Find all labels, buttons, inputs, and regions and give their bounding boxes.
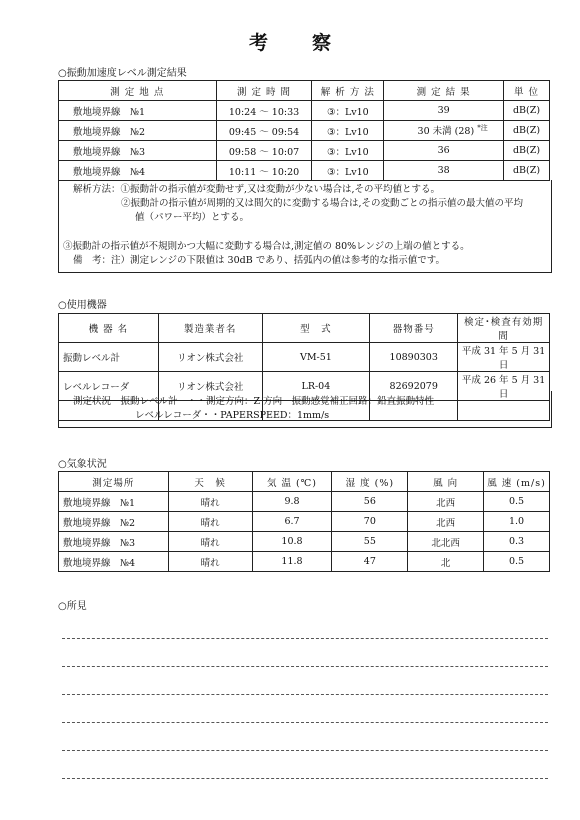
maker-cell: リオン株式会社: [158, 372, 262, 401]
result-value: 39: [437, 105, 450, 116]
result-cell: [384, 161, 504, 181]
maker-cell: リオン株式会社: [158, 343, 262, 372]
vibration-heading: ○振動加速度レベル測定結果: [58, 68, 187, 79]
result-note: *注: [477, 124, 488, 133]
col-valid: 検定･検査有効期間: [458, 314, 550, 343]
time-cell: 10:11 ～ 10:20: [216, 161, 312, 181]
vibration-header-row: [59, 81, 550, 101]
ruled-line: [62, 638, 548, 639]
col-maker: 製造業者名: [158, 314, 262, 343]
ruled-line: [62, 750, 548, 751]
valid-cell: 平成 31 年 5 月 31 日: [458, 343, 550, 372]
equipment-header-row: [59, 314, 550, 343]
page-title: [0, 28, 580, 55]
ruled-line: [62, 778, 548, 779]
time-cell: 10:24 ～ 10:33: [216, 101, 312, 121]
table-row: [59, 121, 550, 141]
dir-cell: 北: [408, 552, 484, 572]
name-cell: レベルレコーダ: [59, 372, 159, 401]
table-row: [59, 552, 550, 572]
model-cell: LR-04: [262, 372, 370, 401]
place-cell: 敷地境界線 №1: [59, 492, 169, 512]
location-cell: 敷地境界線 №4: [59, 161, 217, 181]
weather-table: [58, 471, 550, 572]
humidity-cell: 47: [332, 552, 408, 572]
temp-cell: 6.7: [252, 512, 332, 532]
table-row: [59, 512, 550, 532]
table-row: [59, 532, 550, 552]
valid-cell: 平成 26 年 5 月 31 日: [458, 372, 550, 401]
weather-cell: 晴れ: [168, 552, 252, 572]
vibration-notes: [58, 180, 552, 273]
ruled-line: [62, 722, 548, 723]
speed-cell: 1.0: [484, 512, 550, 532]
table-row: [59, 101, 550, 121]
col-weather: 天 候: [168, 472, 252, 492]
note-line: ②振動計の指示値が周期的又は間欠的に変動する場合は,その変動ごとの指示値の最大値の平均: [121, 198, 524, 209]
vibration-table: [58, 80, 550, 181]
weather-header-row: [59, 472, 550, 492]
speed-cell: 0.5: [484, 492, 550, 512]
method-cell: ③：Lv10: [312, 121, 384, 141]
ruled-line: [62, 694, 548, 695]
col-speed: 風 速 (m/s): [484, 472, 550, 492]
humidity-cell: 55: [332, 532, 408, 552]
weather-cell: 晴れ: [168, 532, 252, 552]
title-char-1: 考: [248, 32, 268, 54]
result-value: 38: [437, 165, 450, 176]
col-name: 機 器 名: [59, 314, 159, 343]
col-humidity: 湿 度 (%): [332, 472, 408, 492]
location-cell: 敷地境界線 №3: [59, 141, 217, 161]
dir-cell: 北西: [408, 512, 484, 532]
method-cell: ③：Lv10: [312, 161, 384, 181]
humidity-cell: 56: [332, 492, 408, 512]
unit-cell: dB(Z): [504, 141, 550, 161]
col-temp: 気 温 (℃): [252, 472, 332, 492]
unit-cell: dB(Z): [504, 161, 550, 181]
location-cell: 敷地境界線 №2: [59, 121, 217, 141]
weather-cell: 晴れ: [168, 512, 252, 532]
place-cell: 敷地境界線 №3: [59, 532, 169, 552]
table-row: [59, 161, 550, 181]
place-cell: 敷地境界線 №4: [59, 552, 169, 572]
place-cell: 敷地境界線 №2: [59, 512, 169, 532]
serial-cell: 82692079: [370, 372, 458, 401]
status-line: 測定状況 振動レベル計 ・・測定方向：Z 方向 振動感覚補正回路：鉛直振動特性: [73, 396, 435, 407]
col-model: 型 式: [262, 314, 370, 343]
equipment-status: [58, 391, 552, 428]
time-cell: 09:58 ～ 10:07: [216, 141, 312, 161]
col-unit: 単 位: [504, 81, 550, 101]
title-char-2: 察: [312, 32, 332, 54]
time-cell: 09:45 ～ 09:54: [216, 121, 312, 141]
col-serial: 器物番号: [370, 314, 458, 343]
unit-cell: dB(Z): [504, 121, 550, 141]
location-cell: 敷地境界線 №1: [59, 101, 217, 121]
col-result: 測 定 結 果: [384, 81, 504, 101]
table-row: [59, 141, 550, 161]
method-cell: ③：Lv10: [312, 101, 384, 121]
serial-cell: 10890303: [370, 343, 458, 372]
result-cell: [384, 121, 504, 141]
result-cell: [384, 101, 504, 121]
note-line: 値（パワー平均）とする。: [135, 212, 250, 223]
name-cell: 振動レベル計: [59, 343, 159, 372]
speed-cell: 0.5: [484, 552, 550, 572]
speed-cell: 0.3: [484, 532, 550, 552]
note-line: ③振動計の指示値が不規則かつ大幅に変動する場合は,測定値の 80%レンジの上端の値とする。: [63, 241, 470, 252]
dir-cell: 北西: [408, 492, 484, 512]
result-value: 36: [437, 145, 450, 156]
temp-cell: 9.8: [252, 492, 332, 512]
col-time: 測 定 時 間: [216, 81, 312, 101]
temp-cell: 10.8: [252, 532, 332, 552]
col-dir: 風 向: [408, 472, 484, 492]
humidity-cell: 70: [332, 512, 408, 532]
equipment-heading: ○使用機器: [58, 300, 107, 311]
dir-cell: 北北西: [408, 532, 484, 552]
col-location: 測 定 地 点: [59, 81, 217, 101]
result-cell: [384, 141, 504, 161]
weather-cell: 晴れ: [168, 492, 252, 512]
findings-heading: ○所見: [58, 601, 87, 612]
note-line: 解析方法：①振動計の指示値が変動せず,又は変動が少ない場合は,その平均値とする。: [73, 184, 441, 195]
result-value: 30 未満 (28): [417, 126, 475, 138]
col-method: 解 析 方 法: [312, 81, 384, 101]
method-cell: ③：Lv10: [312, 141, 384, 161]
table-row: [59, 343, 550, 372]
status-line: レベルレコーダ・・PAPERSPEED：1mm/s: [135, 410, 330, 421]
table-row: [59, 492, 550, 512]
ruled-line: [62, 666, 548, 667]
col-place: 測定場所: [59, 472, 169, 492]
model-cell: VM-51: [262, 343, 370, 372]
weather-heading: ○気象状況: [58, 459, 107, 470]
unit-cell: dB(Z): [504, 101, 550, 121]
note-line: 備 考：注）測定レンジの下限値は 30dB であり、括弧内の値は参考的な指示値です。: [73, 255, 445, 266]
temp-cell: 11.8: [252, 552, 332, 572]
